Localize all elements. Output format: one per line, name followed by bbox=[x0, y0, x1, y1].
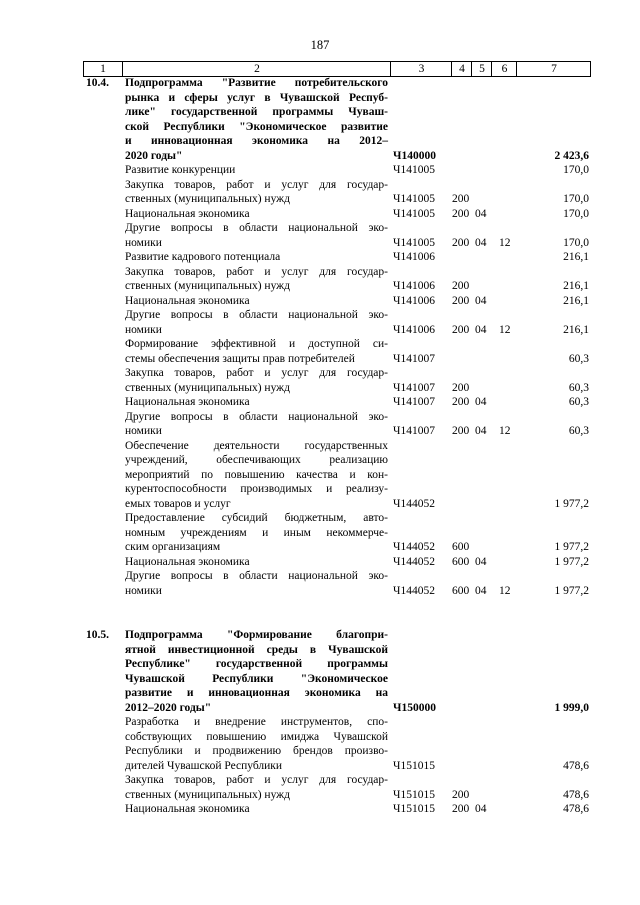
row-text: Обеспечение деятельности государственных bbox=[125, 439, 388, 452]
table-row bbox=[0, 149, 640, 163]
row-code: Ч141007 bbox=[393, 396, 435, 408]
table-row bbox=[0, 279, 640, 293]
row-text: Подпрограмма "Развитие потребительского bbox=[125, 77, 388, 89]
row-text: номики bbox=[125, 323, 162, 336]
row-sum: 216,1 bbox=[563, 280, 589, 292]
table-row bbox=[0, 569, 640, 583]
row-rz: 04 bbox=[475, 425, 487, 437]
table-row bbox=[0, 788, 640, 802]
row-text: Другие вопросы в области национальной эко- bbox=[125, 410, 388, 423]
row-vr: 200 bbox=[452, 803, 470, 815]
row-rz: 04 bbox=[475, 236, 487, 249]
table-header bbox=[83, 61, 591, 77]
row-text: учреждений, обеспечивающих реализацию bbox=[125, 454, 388, 466]
row-text: емых товаров и услуг bbox=[125, 497, 231, 510]
row-sum: 216,1 bbox=[563, 294, 589, 307]
table-row bbox=[0, 628, 640, 642]
row-text: курентоспособности производимых и реализу- bbox=[125, 483, 388, 495]
row-code: Ч151015 bbox=[393, 803, 435, 815]
table-row bbox=[0, 759, 640, 773]
table-row bbox=[0, 352, 640, 366]
row-text: Чувашской Республики "Экономическое bbox=[125, 672, 388, 685]
row-rz: 04 bbox=[475, 584, 487, 597]
row-vr: 200 bbox=[452, 280, 470, 292]
row-sum: 478,6 bbox=[563, 788, 589, 801]
table-row bbox=[0, 453, 640, 467]
row-text: ской Республики "Экономическое развитие bbox=[125, 120, 388, 133]
row-rz: 04 bbox=[475, 555, 487, 568]
row-text: рынка и сферы услуг в Чувашской Респуб- bbox=[125, 91, 388, 104]
row-text: 2012–2020 годы" bbox=[125, 701, 212, 714]
row-text: Национальная экономика bbox=[125, 555, 250, 568]
row-code: Ч141006 bbox=[393, 251, 435, 263]
row-rz: 04 bbox=[475, 396, 487, 408]
row-sum: 1 977,2 bbox=[554, 584, 589, 597]
row-code: Ч141007 bbox=[393, 352, 435, 365]
row-sum: 216,1 bbox=[563, 323, 589, 336]
row-vr: 200 bbox=[452, 236, 470, 249]
row-sum: 1 977,2 bbox=[554, 497, 589, 510]
row-sum: 1 977,2 bbox=[554, 555, 589, 568]
row-pr: 12 bbox=[499, 584, 511, 597]
table-row bbox=[0, 686, 640, 700]
row-sum: 60,3 bbox=[568, 425, 589, 437]
table-row bbox=[0, 381, 640, 395]
table-row bbox=[0, 468, 640, 482]
row-number: 10.5. bbox=[86, 629, 109, 641]
row-text: и инновационная экономика на 2012– bbox=[125, 135, 388, 147]
header-col-4: 4 bbox=[451, 62, 472, 76]
header-col-6: 6 bbox=[491, 62, 517, 76]
table-row bbox=[0, 482, 640, 496]
header-col-3: 3 bbox=[390, 62, 452, 76]
row-vr: 200 bbox=[452, 193, 470, 205]
row-code: Ч141006 bbox=[393, 280, 435, 292]
row-text: ственных (муниципальных) нужд bbox=[125, 381, 290, 394]
table-row bbox=[0, 221, 640, 235]
header-col-5: 5 bbox=[471, 62, 492, 76]
row-vr: 600 bbox=[452, 555, 470, 568]
table-row bbox=[0, 715, 640, 729]
row-text: Формирование эффективной и доступной си- bbox=[125, 338, 388, 350]
row-vr: 200 bbox=[452, 425, 470, 437]
row-code: Ч144052 bbox=[393, 497, 435, 510]
table-row bbox=[0, 497, 640, 511]
row-text: ятной инвестиционной среды в Чувашской bbox=[125, 643, 388, 656]
row-code: Ч141005 bbox=[393, 236, 435, 249]
row-text: Закупка товаров, работ и услуг для государ- bbox=[125, 367, 388, 379]
row-text: Другие вопросы в области национальной эко- bbox=[125, 309, 388, 321]
table-row bbox=[0, 395, 640, 409]
table-row bbox=[0, 323, 640, 337]
row-text: Закупка товаров, работ и услуг для государ- bbox=[125, 178, 388, 191]
table-row bbox=[0, 366, 640, 380]
row-vr: 200 bbox=[452, 294, 470, 307]
row-text: ственных (муниципальных) нужд bbox=[125, 280, 290, 292]
row-text: Предоставление субсидий бюджетным, авто- bbox=[125, 512, 388, 524]
header-col-7: 7 bbox=[516, 62, 591, 76]
row-text: Национальная экономика bbox=[125, 294, 250, 307]
table-row bbox=[0, 163, 640, 177]
row-text: мероприятий по повышению качества и кон- bbox=[125, 468, 388, 481]
row-rz: 04 bbox=[475, 323, 487, 336]
row-sum: 60,3 bbox=[568, 352, 589, 365]
table-row bbox=[0, 511, 640, 525]
row-text: собствующих повышению имиджа Чувашской bbox=[125, 730, 388, 743]
row-code: Ч144052 bbox=[393, 541, 435, 553]
table-row bbox=[0, 207, 640, 221]
row-code: Ч141005 bbox=[393, 164, 435, 176]
row-text: ственных (муниципальных) нужд bbox=[125, 193, 290, 205]
table-row bbox=[0, 91, 640, 105]
row-pr: 12 bbox=[499, 323, 511, 336]
row-sum: 1 977,2 bbox=[554, 541, 589, 553]
row-text: Развитие кадрового потенциала bbox=[125, 251, 281, 263]
row-pr: 12 bbox=[499, 236, 511, 249]
row-text: Национальная экономика bbox=[125, 396, 250, 408]
row-number: 10.4. bbox=[86, 77, 109, 89]
row-vr: 200 bbox=[452, 323, 470, 336]
row-sum: 170,0 bbox=[563, 164, 589, 176]
table-row bbox=[0, 540, 640, 554]
row-code: Ч141005 bbox=[393, 193, 435, 205]
row-sum: 170,0 bbox=[563, 236, 589, 249]
table-row bbox=[0, 337, 640, 351]
row-code: Ч141007 bbox=[393, 381, 435, 394]
row-text: номики bbox=[125, 425, 162, 437]
table-row bbox=[0, 308, 640, 322]
row-text: Республики и продвижению брендов произво- bbox=[125, 745, 388, 757]
row-text: Республике" государственной программы bbox=[125, 658, 388, 670]
row-sum: 60,3 bbox=[568, 396, 589, 408]
table-row bbox=[0, 236, 640, 250]
table-row bbox=[0, 76, 640, 90]
row-sum: 478,6 bbox=[563, 803, 589, 815]
row-text: Другие вопросы в области национальной эко- bbox=[125, 570, 388, 582]
row-text: Закупка товаров, работ и услуг для государ- bbox=[125, 774, 388, 786]
row-code: Ч144052 bbox=[393, 584, 435, 597]
row-text: Национальная экономика bbox=[125, 803, 250, 815]
row-code: Ч141006 bbox=[393, 294, 435, 307]
row-sum: 2 423,6 bbox=[554, 149, 589, 162]
row-sum: 1 999,0 bbox=[554, 701, 589, 714]
row-text: ственных (муниципальных) нужд bbox=[125, 788, 290, 801]
row-code: Ч141007 bbox=[393, 425, 435, 437]
row-text: 2020 годы" bbox=[125, 149, 183, 162]
row-code: Ч140000 bbox=[393, 149, 436, 162]
table-row bbox=[0, 134, 640, 148]
row-text: лике" государственной программы Чуваш- bbox=[125, 106, 388, 118]
table-row bbox=[0, 410, 640, 424]
row-vr: 200 bbox=[452, 381, 470, 394]
row-code: Ч141006 bbox=[393, 323, 435, 336]
row-sum: 60,3 bbox=[568, 381, 589, 394]
row-sum: 216,1 bbox=[563, 251, 589, 263]
table-row bbox=[0, 192, 640, 206]
table-row bbox=[0, 657, 640, 671]
table-row bbox=[0, 744, 640, 758]
row-vr: 200 bbox=[452, 788, 470, 801]
row-rz: 04 bbox=[475, 803, 487, 815]
row-text: Закупка товаров, работ и услуг для государ- bbox=[125, 265, 388, 278]
table-row bbox=[0, 265, 640, 279]
table-row bbox=[0, 672, 640, 686]
table-row bbox=[0, 555, 640, 569]
row-code: Ч144052 bbox=[393, 555, 435, 568]
row-text: развитие и инновационная экономика на bbox=[125, 687, 388, 699]
row-text: Подпрограмма "Формирование благопри- bbox=[125, 629, 388, 641]
header-col-2: 2 bbox=[122, 62, 391, 76]
page-number: 187 bbox=[310, 38, 330, 52]
table-row bbox=[0, 294, 640, 308]
row-sum: 170,0 bbox=[563, 207, 589, 220]
row-text: стемы обеспечения защиты прав потребителей bbox=[125, 352, 355, 365]
row-pr: 12 bbox=[499, 425, 511, 437]
table-row bbox=[0, 424, 640, 438]
table-row bbox=[0, 120, 640, 134]
table-row bbox=[0, 730, 640, 744]
row-text: номики bbox=[125, 584, 162, 597]
table-row bbox=[0, 584, 640, 598]
row-vr: 600 bbox=[452, 584, 470, 597]
row-vr: 600 bbox=[452, 541, 470, 553]
row-rz: 04 bbox=[475, 207, 487, 220]
row-text: Национальная экономика bbox=[125, 207, 250, 220]
row-text: Другие вопросы в области национальной эко- bbox=[125, 222, 388, 234]
row-vr: 200 bbox=[452, 396, 470, 408]
header-col-1: 1 bbox=[100, 63, 106, 75]
row-text: дителей Чувашской Республики bbox=[125, 759, 283, 772]
table-row bbox=[0, 178, 640, 192]
table-row bbox=[0, 643, 640, 657]
row-text: ским организациям bbox=[125, 541, 221, 553]
row-text: Разработка и внедрение инструментов, спо- bbox=[125, 716, 388, 728]
row-code: Ч141005 bbox=[393, 207, 435, 220]
row-code: Ч150000 bbox=[393, 701, 436, 714]
row-sum: 478,6 bbox=[563, 759, 589, 772]
row-code: Ч151015 bbox=[393, 788, 435, 801]
row-sum: 170,0 bbox=[563, 193, 589, 205]
row-text: номики bbox=[125, 236, 162, 249]
row-vr: 200 bbox=[452, 207, 470, 220]
table-row bbox=[0, 439, 640, 453]
row-text: номным учреждениям и иным некоммерче- bbox=[125, 526, 388, 539]
table-row bbox=[0, 526, 640, 540]
row-code: Ч151015 bbox=[393, 759, 435, 772]
table-row bbox=[0, 250, 640, 264]
table-row bbox=[0, 802, 640, 816]
table-row bbox=[0, 701, 640, 715]
row-text: Развитие конкуренции bbox=[125, 164, 236, 176]
row-rz: 04 bbox=[475, 294, 487, 307]
table-row bbox=[0, 105, 640, 119]
table-row bbox=[0, 773, 640, 787]
